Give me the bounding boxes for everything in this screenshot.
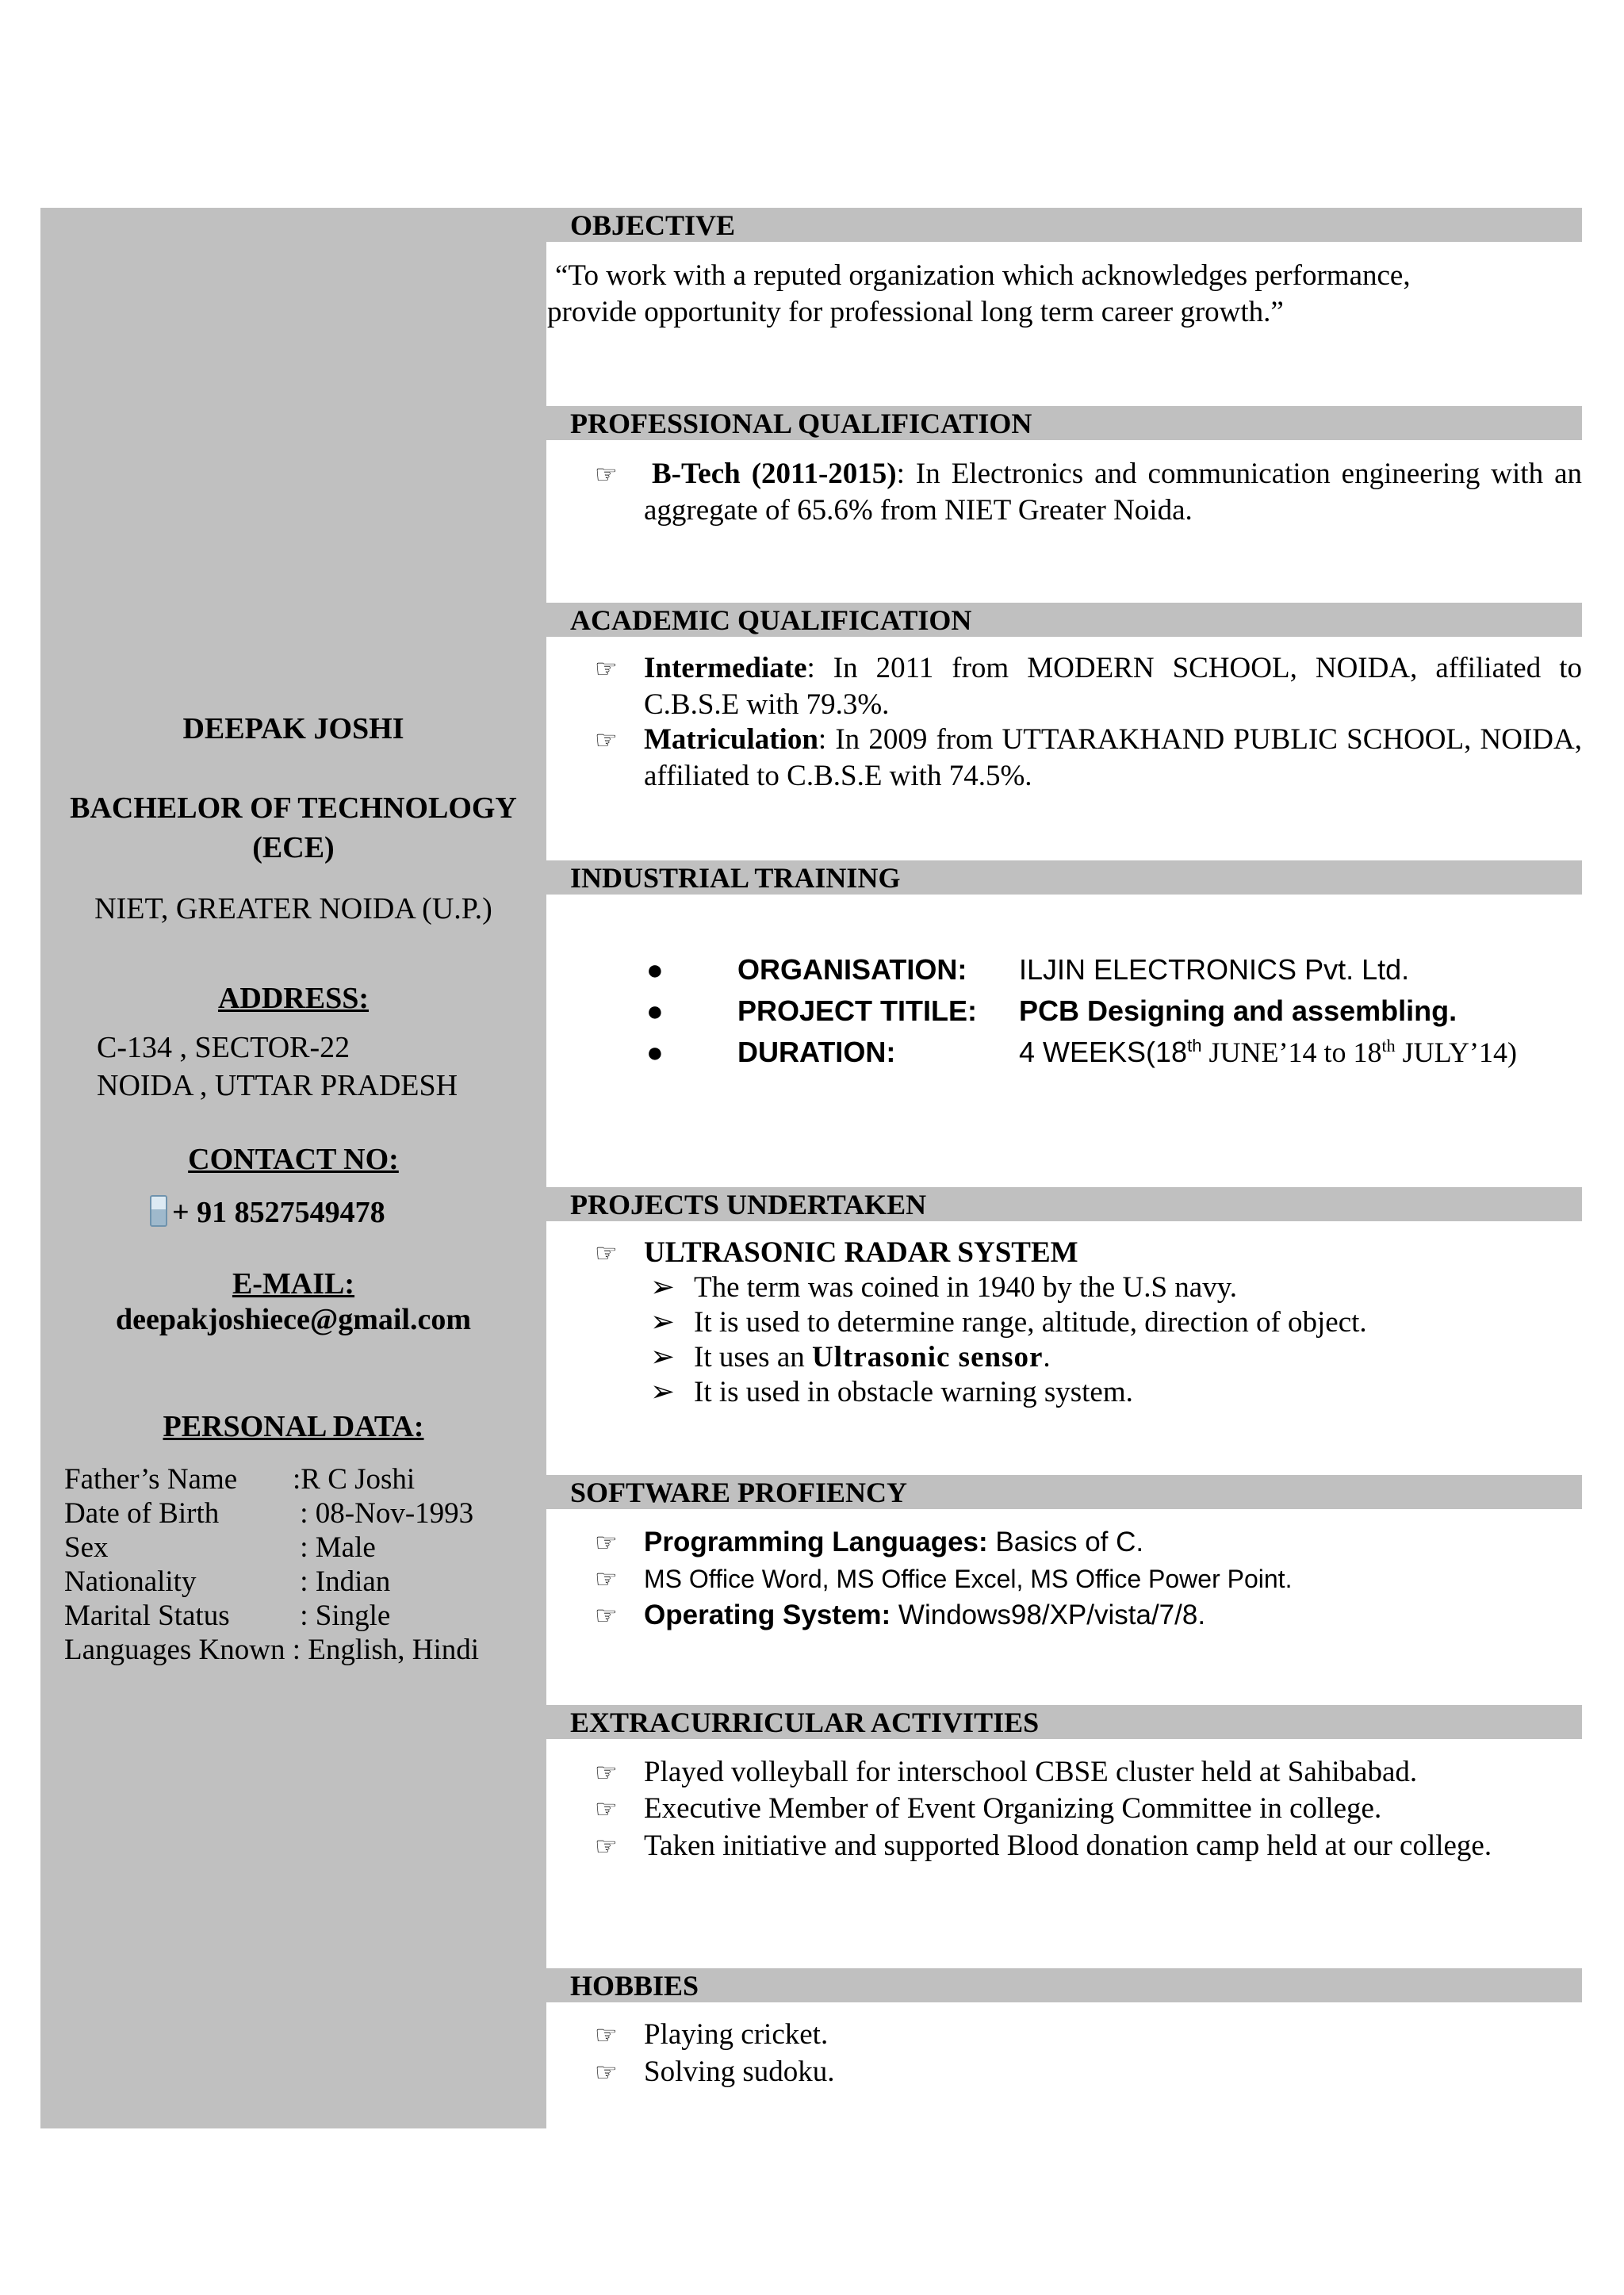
objective-line-1: “To work with a reputed organization which acknowledges performance, (555, 259, 1411, 292)
project-point: ➢ The term was coined in 1940 by the U.S navy. (650, 1271, 1238, 1304)
address-line-2: NOIDA , UTTAR PRADESH (97, 1069, 458, 1102)
hand-point-right-icon: ☞ (595, 1528, 618, 1557)
personal-row: Date of Birth : 08-Nov-1993 (64, 1497, 474, 1530)
extracurricular-header: EXTRACURRICULAR ACTIVITIES (546, 1705, 1582, 1739)
professional-header: PROFESSIONAL QUALIFICATION (546, 406, 1582, 440)
address-line-1: C-134 , SECTOR-22 (97, 1031, 350, 1064)
hand-point-right-icon: ☞ (595, 1795, 618, 1823)
personal-row: Nationality : Indian (64, 1565, 391, 1598)
phone-number: + 91 8527549478 (172, 1196, 385, 1229)
arrow-bullet-icon: ➢ (650, 1376, 676, 1408)
personal-row: Marital Status : Single (64, 1600, 391, 1632)
hand-point-right-icon: ☞ (595, 2021, 618, 2049)
hobby-item: ☞ Solving sudoku. (595, 2054, 1582, 2090)
project-point: ➢ It is used in obstacle warning system. (650, 1376, 1133, 1408)
objective-header: OBJECTIVE (546, 208, 1582, 242)
degree-line-2: (ECE) (252, 831, 335, 864)
personal-row: Languages Known : English, Hindi (64, 1634, 480, 1666)
personal-data-label: PERSONAL DATA: (163, 1410, 424, 1443)
phone-line (150, 1195, 385, 1230)
hand-point-right-icon: ☞ (595, 1832, 618, 1860)
hobbies-header: HOBBIES (546, 1968, 1582, 2002)
extracurricular-item: ☞ Played volleyball for interschool CBSE cluster held at Sahibabad. (595, 1754, 1582, 1791)
hand-point-right-icon: ☞ (595, 1565, 618, 1593)
project-point: ➢ It is used to determine range, altitude, direction of object. (650, 1306, 1367, 1339)
hand-point-right-icon: ☞ (595, 726, 618, 754)
arrow-bullet-icon: ➢ (650, 1271, 676, 1304)
personal-row: Sex : Male (64, 1531, 376, 1564)
sidebar (40, 208, 546, 2128)
email-label: E-MAIL: (232, 1267, 355, 1301)
projects-header: PROJECTS UNDERTAKEN (546, 1187, 1582, 1221)
candidate-name: DEEPAK JOSHI (182, 712, 404, 745)
hobby-item: ☞ Playing cricket. (595, 2017, 1582, 2053)
software-item: ☞ Programming Languages: Basics of C. (595, 1524, 1582, 1561)
professional-item: ☞ B-Tech (2011-2015): In Electronics and communication engineering with an aggregate of 65.6% from NIET Greater Noida. (595, 458, 1582, 527)
software-item: ☞ MS Office Word, MS Office Excel, MS Office Power Point. (595, 1561, 1582, 1597)
hand-point-right-icon: ☞ (595, 2058, 618, 2086)
extracurricular-item: ☞ Executive Member of Event Organizing Committee in college. (595, 1791, 1582, 1827)
mobile-phone-icon (150, 1195, 167, 1227)
software-header: SOFTWARE PROFIENCY (546, 1475, 1582, 1509)
project-point: ➢ It uses an Ultrasonic sensor. (650, 1341, 1051, 1374)
arrow-bullet-icon: ➢ (650, 1341, 676, 1374)
software-item: ☞ Operating System: Windows98/XP/vista/7/8. (595, 1597, 1582, 1634)
extracurricular-item: ☞ Taken initiative and supported Blood donation camp held at our college. (595, 1828, 1582, 1864)
objective-line-2: provide opportunity for professional long term career growth.” (547, 296, 1284, 328)
address-label: ADDRESS: (217, 982, 370, 1015)
academic-item: ☞ Intermediate: In 2011 from MODERN SCHOOL, NOIDA, affiliated to C.B.S.E with 79.3%. (595, 652, 1582, 721)
academic-item: ☞ Matriculation: In 2009 from UTTARAKHAND PUBLIC SCHOOL, NOIDA, affiliated to C.B.S.E with 74.5%. (595, 723, 1582, 792)
hand-point-right-icon: ☞ (595, 1601, 618, 1630)
degree-line-1: BACHELOR OF TECHNOLOGY (70, 791, 517, 825)
personal-row: Father’s Name :R C Joshi (64, 1463, 416, 1496)
hand-point-right-icon: ☞ (595, 1758, 618, 1787)
project-item: ☞ ULTRASONIC RADAR SYSTEM (595, 1235, 1582, 1271)
hand-point-right-icon: ☞ (595, 654, 618, 683)
hand-point-right-icon: ☞ (595, 460, 618, 489)
arrow-bullet-icon: ➢ (650, 1306, 676, 1339)
contact-label: CONTACT NO: (188, 1143, 399, 1176)
college: NIET, GREATER NOIDA (U.P.) (94, 892, 492, 925)
email-address: deepakjoshiece@gmail.com (115, 1303, 471, 1336)
academic-header: ACADEMIC QUALIFICATION (546, 603, 1582, 637)
training-header: INDUSTRIAL TRAINING (546, 860, 1582, 895)
hand-point-right-icon: ☞ (595, 1239, 618, 1267)
